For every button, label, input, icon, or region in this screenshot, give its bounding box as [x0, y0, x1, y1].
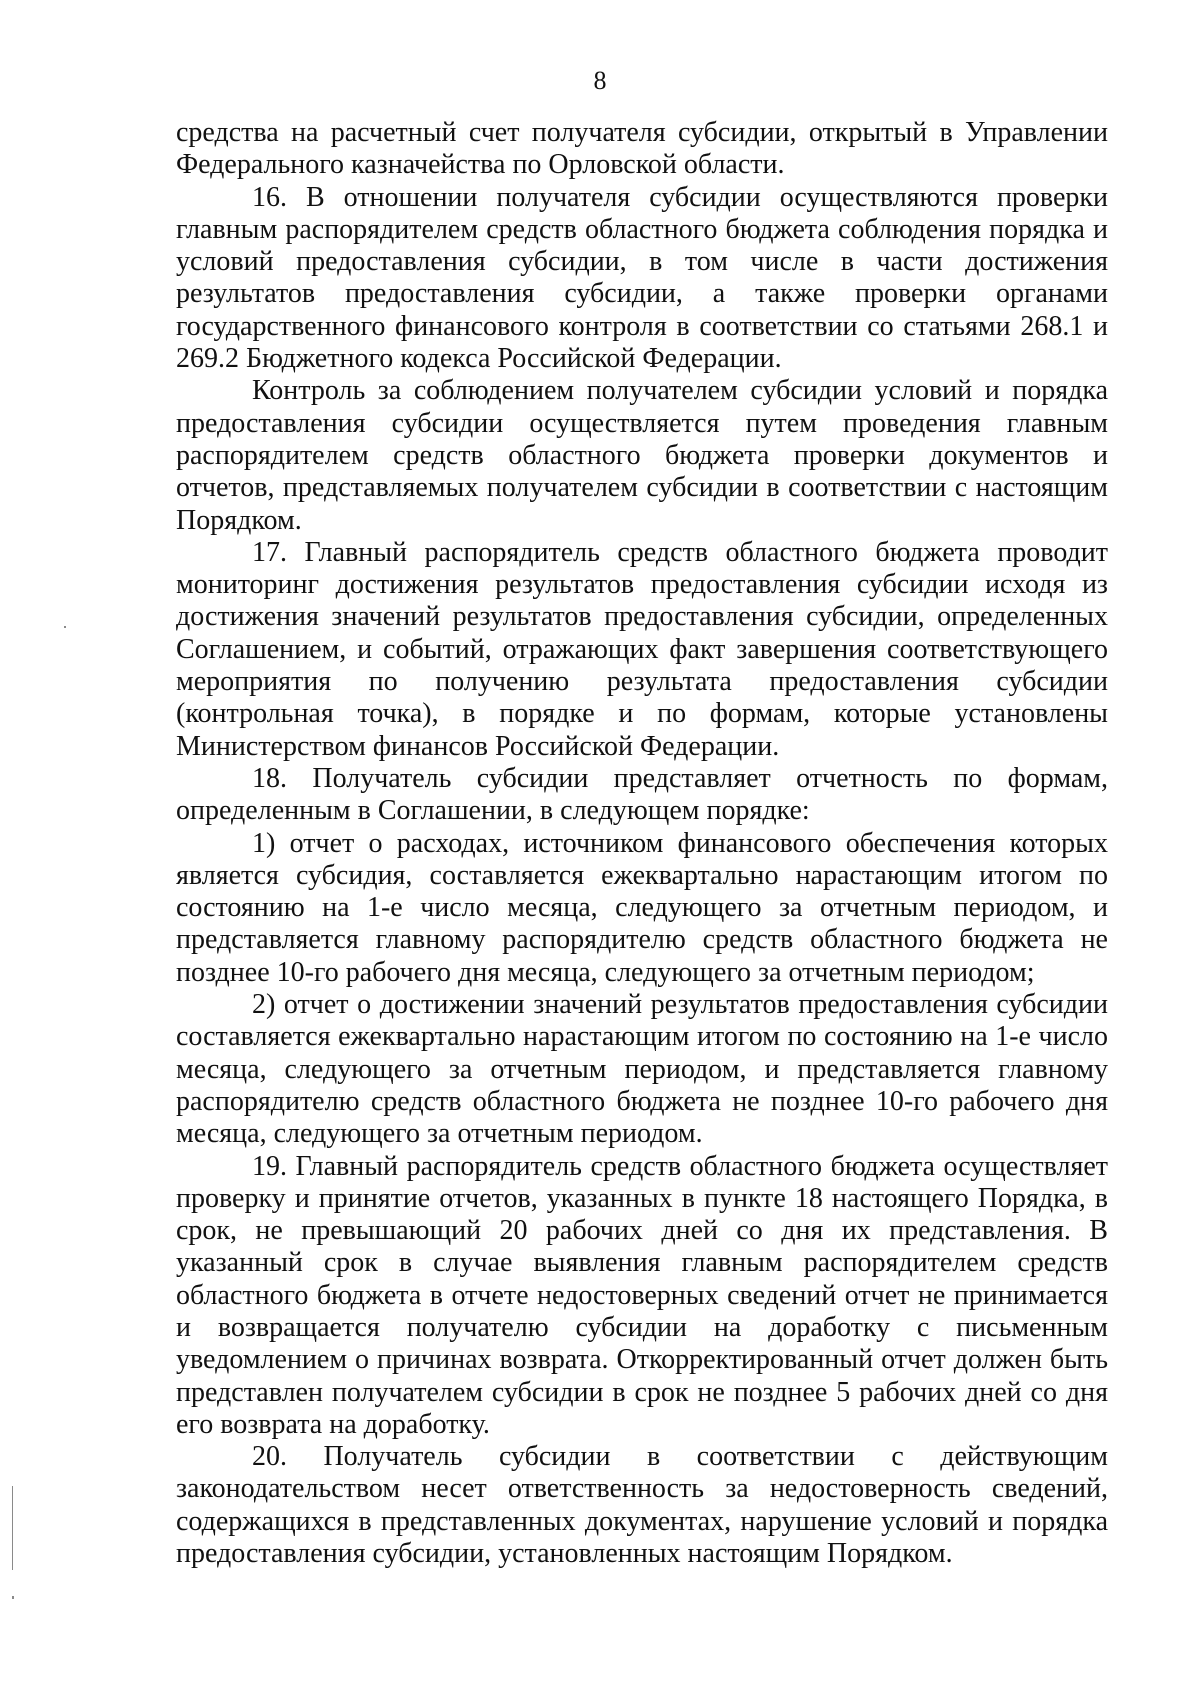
paragraph-item-20: 20. Получатель субсидии в соответствии с действующим законодательством несет ответственность за недостоверность сведений, содержащихся в представленных документах, нарушение условий и порядка предоставления субсидии, установленных настоящим Порядком.	[176, 1441, 1108, 1570]
paragraph-item-16: 16. В отношении получателя субсидии осуществляются проверки главным распорядителем средств областного бюджета соблюдения порядка и условий предоставления субсидии, в том числе в части достижения результатов предоставления субсидии, а также проверки органами государственного финансового контроля в соответствии со статьями 268.1 и 269.2 Бюджетного кодекса Российской Федерации.	[176, 181, 1108, 375]
paragraph-continuation: средства на расчетный счет получателя субсидии, открытый в Управлении Федерального казначейства по Орловской области.	[176, 117, 1108, 181]
paragraph-subitem-1: 1) отчет о расходах, источником финансового обеспечения которых является субсидия, составляется ежеквартально нарастающим итогом по состоянию на 1-е число месяца, следующего за отчетным периодом, и представляется главному распорядителю средств областного бюджета не позднее 10-го рабочего дня месяца, следующего за отчетным периодом;	[176, 827, 1108, 988]
scan-artifact-dot	[64, 626, 66, 628]
paragraph-item-17: 17. Главный распорядитель средств областного бюджета проводит мониторинг достижения результатов предоставления субсидии исходя из достижения значений результатов предоставления субсидии, определенных Соглашением, и событий, отражающих факт завершения соответствующего мероприятия по получению результата предоставления субсидии (контрольная точка), в порядке и по формам, которые установлены Министерством финансов Российской Федерации.	[176, 536, 1108, 762]
scan-artifact-line	[12, 1486, 13, 1570]
scan-artifact-dot	[12, 1596, 14, 1599]
paragraph-subitem-2: 2) отчет о достижении значений результатов предоставления субсидии составляется ежеквартально нарастающим итогом по состоянию на 1-е число месяца, следующего за отчетным периодом, и представляется главному распорядителю средств областного бюджета не позднее 10-го рабочего дня месяца, следующего за отчетным периодом.	[176, 989, 1108, 1150]
document-body	[176, 117, 1108, 1570]
paragraph-item-19: 19. Главный распорядитель средств областного бюджета осуществляет проверку и принятие отчетов, указанных в пункте 18 настоящего Порядка, в срок, не превышающий 20 рабочих дней со дня их представления. В указанный срок в случае выявления главным распорядителем средств областного бюджета в отчете недостоверных сведений отчет не принимается и возвращается получателю субсидии на доработку с письменным уведомлением о причинах возврата. Откорректированный отчет должен быть представлен получателем субсидии в срок не позднее 5 рабочих дней со дня его возврата на доработку.	[176, 1150, 1108, 1440]
paragraph-control: Контроль за соблюдением получателем субсидии условий и порядка предоставления субсидии осуществляется путем проведения главным распорядителем средств областного бюджета проверки документов и отчетов, представляемых получателем субсидии в соответствии с настоящим Порядком.	[176, 375, 1108, 536]
page-number: 8	[593, 66, 607, 95]
paragraph-item-18: 18. Получатель субсидии представляет отчетность по формам, определенным в Соглашении, в следующем порядке:	[176, 762, 1108, 827]
